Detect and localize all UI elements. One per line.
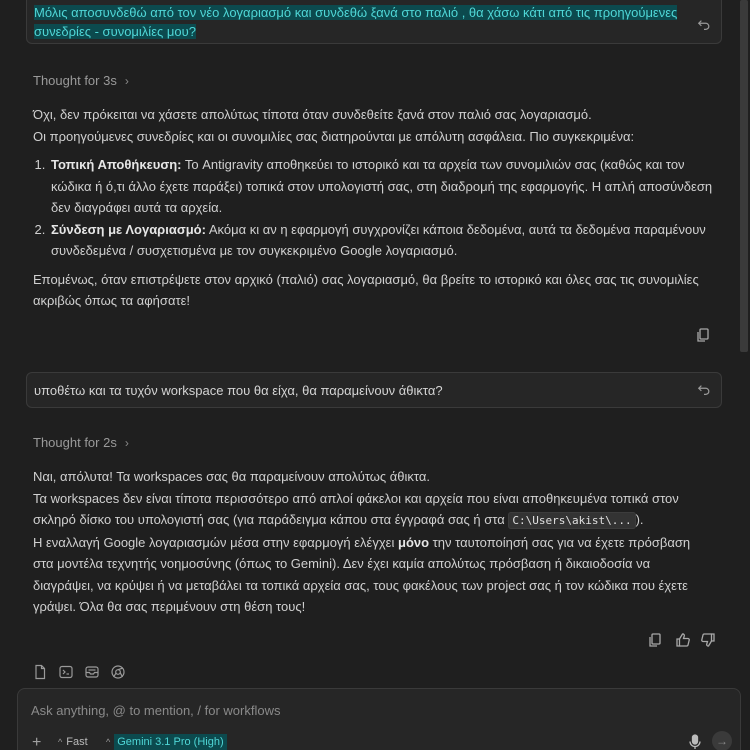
list-item-title: Σύνδεση με Λογαριασμό: — [51, 221, 206, 237]
model-label: Gemini 3.1 Pro (High) — [114, 734, 226, 750]
response-paragraph: Ναι, απόλυτα! Τα workspaces σας θα παραμείνουν απολύτως άθικτα. — [33, 469, 431, 484]
send-button[interactable]: → — [712, 731, 732, 750]
user-message-text: υποθέτω και τα τυχόν workspace που θα είχα, θα παραμείνουν άθικτα? — [34, 383, 443, 398]
composer-toolbar — [18, 733, 740, 750]
composer-input[interactable]: Ask anything, @ to mention, / for workflows — [31, 703, 281, 718]
mode-label: Fast — [66, 736, 88, 748]
file-icon[interactable] — [32, 664, 48, 680]
response-text: Η εναλλαγή Google λογαριασμών μέσα στην εφαρμογή ελέγχει — [33, 534, 398, 550]
user-message[interactable] — [26, 372, 722, 408]
list-item-text: Το Antigravity αποθηκεύει το ιστορικό και τα αρχεία των συνομιλιών σας (καθώς και τον κώδικα ή ό,τι άλλο έχετε παράξει) τοπικά στον υπολογιστή σας, στη διαδρομή της εφαρμογής. Η απλή αποσύνδεση δεν διαγράφει αυτά τα αρχεία. — [51, 157, 713, 215]
thought-toggle[interactable] — [33, 73, 129, 88]
thought-label: Thought for 3s — [33, 73, 117, 88]
mode-selector[interactable] — [58, 736, 88, 748]
assistant-response — [33, 466, 713, 618]
chevron-up-icon: ^ — [58, 737, 63, 747]
response-paragraph — [33, 488, 713, 532]
response-paragraph: Επομένως, όταν επιστρέψετε στον αρχικό (παλιό) σας λογαριασμό, θα βρείτε το ιστορικό και όλες σας τις συνομιλίες ακριβώς όπως τα αφήσατε! — [33, 271, 699, 308]
chevron-up-icon: ^ — [106, 737, 111, 747]
response-list — [49, 154, 713, 262]
copy-icon[interactable] — [695, 327, 711, 343]
thumbs-down-icon[interactable] — [700, 632, 716, 648]
user-message[interactable] — [26, 0, 722, 44]
chat-composer — [17, 688, 741, 750]
inbox-icon[interactable] — [84, 664, 100, 680]
context-toolbar — [32, 664, 126, 680]
response-paragraph: Οι προηγούμενες συνεδρίες και οι συνομιλίες σας διατηρούνται με απόλυτη ασφάλεια. Πιο συγκεκριμένα: — [33, 128, 635, 144]
microphone-icon[interactable] — [688, 734, 702, 750]
list-item-text: Ακόμα κι αν η εφαρμογή συγχρονίζει κάποια δεδομένα, αυτά τα δεδομένα παραμένουν συνδεδεμένα / συσχετισμένα με τον συγκεκριμένο Google λογαριασμό. — [51, 221, 706, 258]
copy-icon[interactable] — [647, 632, 663, 648]
thought-toggle[interactable] — [33, 435, 129, 450]
assistant-response — [33, 104, 713, 312]
response-text: την ταυτοποίησή σας για να έχετε πρόσβαση στα μοντέλα τεχνητής νοημοσύνης (όπως το Gemini). Δεν έχει καμία απολύτως πρόσβαση ή δικαιοδοσία να διαγράψει, να κρύψει ή να μεταβάλει τα τοπικά αρχεία σας, τους φακέλους των project σας ή τον κώδικα που έχετε γράψει. Όλα θα σας περιμένουν στη θέση τους! — [33, 534, 691, 614]
list-item — [49, 219, 713, 262]
bold-text: μόνο — [397, 534, 430, 550]
thought-label: Thought for 2s — [33, 435, 117, 450]
response-paragraph: Όχι, δεν πρόκειται να χάσετε απολύτως τίποτα όταν συνδεθείτε ξανά στον παλιό σας λογαριασμό. — [33, 107, 592, 122]
response-text: ). — [635, 512, 644, 527]
thumbs-up-icon[interactable] — [675, 632, 691, 648]
chevron-right-icon: › — [124, 435, 129, 450]
undo-icon[interactable] — [697, 383, 711, 397]
list-item-title: Τοπική Αποθήκευση: — [51, 157, 182, 172]
model-selector[interactable] — [106, 733, 227, 750]
add-context-button[interactable]: + — [32, 734, 42, 750]
scrollbar[interactable] — [740, 0, 748, 352]
browser-icon[interactable] — [110, 664, 126, 680]
response-paragraph — [33, 532, 713, 618]
undo-icon[interactable] — [697, 18, 711, 32]
list-item — [49, 154, 713, 219]
inline-code: C:\Users\akist\... — [508, 512, 635, 529]
response-text: Τα workspaces δεν είναι τίποτα περισσότερο από απλοί φάκελοι και αρχεία που είναι αποθηκευμένα τοπικά στον σκληρό δίσκο του υπολογιστή σας (για παράδειγμα κάπου στα έγγραφά σας ή στα — [33, 490, 679, 527]
user-message-text: Μόλις αποσυνδεθώ από τον νέο λογαριασμό και συνδεθώ ξανά στο παλιό , θα χάσω κάτι από τις προηγούμενες συνεδρίες - συνομιλίες μου? — [34, 5, 678, 39]
chevron-right-icon: › — [124, 73, 129, 88]
terminal-icon[interactable] — [58, 664, 74, 680]
